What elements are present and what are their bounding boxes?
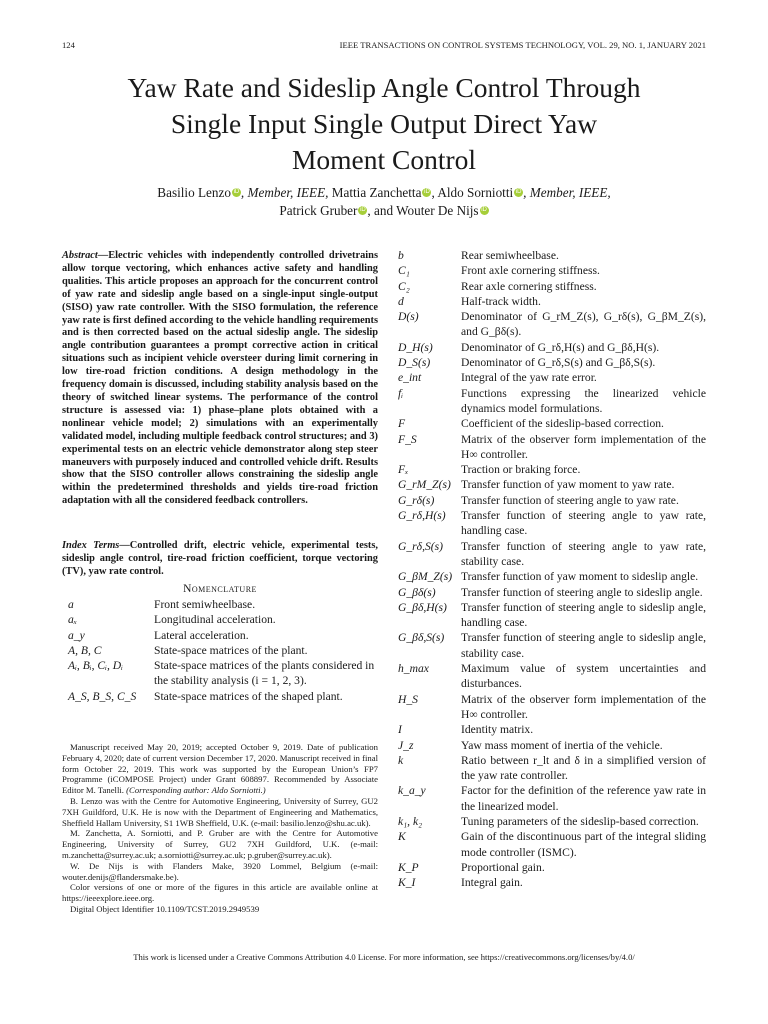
nomenclature-description: Lateral acceleration.	[154, 628, 249, 642]
nomenclature-row	[398, 294, 706, 309]
nomenclature-row	[68, 689, 378, 704]
footnote-color-versions: Color versions of one or more of the figures in this article are available online at https://ieeexplore.ieee.org.	[62, 882, 378, 904]
nomenclature-description: Longitudinal acceleration.	[154, 613, 276, 627]
nomenclature-row	[398, 783, 706, 814]
nomenclature-row	[398, 279, 706, 294]
nomenclature-description: Functions expressing the linearized vehicle dynamics model formulations.	[461, 386, 706, 415]
nomenclature-row	[398, 814, 706, 829]
nomenclature-row	[398, 309, 706, 340]
nomenclature-symbol: Fₓ	[398, 463, 409, 477]
nomenclature-description: Proportional gain.	[461, 860, 545, 874]
index-terms-text: Controlled drift, electric vehicle, experimental tests, sideslip angle control, tire-road friction coefficient, torque vectoring (TV), yaw rate control.	[62, 540, 378, 577]
nomenclature-symbol: G_rM_Z(s)	[398, 478, 451, 492]
nomenclature-row	[398, 248, 706, 263]
nomenclature-symbol: F_S	[398, 432, 417, 446]
nomenclature-symbol: C₂	[398, 279, 410, 293]
nomenclature-symbol: G_βδ,S(s)	[398, 631, 445, 645]
nomenclature-description: Traction or braking force.	[461, 463, 581, 477]
footnote-manuscript	[62, 742, 378, 796]
nomenclature-row	[68, 658, 378, 689]
nomenclature-description: Front semiwheelbase.	[154, 598, 256, 611]
nomenclature-symbol: fᵢ	[398, 386, 404, 400]
nomenclature-symbol: G_βδ(s)	[398, 585, 436, 599]
title-line-3: Moment Control	[291, 144, 477, 175]
nomenclature-description: Tuning parameters of the sideslip-based correction.	[461, 814, 699, 828]
nomenclature-row	[398, 860, 706, 875]
nomenclature-description: State-space matrices of the plants considered in the stability analysis (i = 1, 2, 3).	[154, 659, 375, 688]
nomenclature-row	[398, 355, 706, 370]
nomenclature-row	[398, 661, 706, 692]
nomenclature-row	[398, 630, 706, 661]
author-list	[40, 184, 728, 220]
author-separator: , and	[367, 203, 394, 218]
nomenclature-row	[398, 416, 706, 431]
nomenclature-description: Gain of the discontinuous part of the integral sliding mode controller (ISMC).	[461, 830, 706, 859]
nomenclature-row	[398, 539, 706, 570]
nomenclature-symbol: D_S(s)	[398, 356, 431, 370]
nomenclature-symbol: K_P	[398, 860, 419, 874]
nomenclature-description: Rear axle cornering stiffness.	[461, 279, 597, 293]
nomenclature-symbol: e_int	[398, 371, 422, 385]
index-terms	[62, 540, 378, 579]
nomenclature-description: Yaw mass moment of inertia of the vehicle.	[461, 738, 663, 752]
nomenclature-description: Transfer function of yaw moment to sideslip angle.	[461, 570, 699, 584]
nomenclature-symbol: A_S, B_S, C_S	[68, 689, 137, 703]
nomenclature-description: Matrix of the observer form implementation of the H∞ controller.	[461, 692, 706, 721]
nomenclature-description: State-space matrices of the plant.	[154, 643, 308, 657]
nomenclature-description: Denominator of G_rδ,S(s) and G_βδ,S(s).	[461, 356, 656, 370]
orcid-icon[interactable]: iD	[481, 207, 487, 213]
nomenclature-left-table	[68, 597, 378, 704]
nomenclature-description: Identity matrix.	[461, 723, 534, 737]
nomenclature-symbol: a_y	[68, 628, 85, 642]
nomenclature-symbol: k_a_y	[398, 784, 426, 798]
nomenclature-description: Transfer function of steering angle to sideslip angle.	[461, 585, 703, 599]
author-line-1	[40, 184, 728, 202]
nomenclature-description: Rear semiwheelbase.	[461, 249, 559, 262]
title-line-2: Single Input Single Output Direct Yaw	[170, 108, 598, 139]
nomenclature-heading: Nomenclature	[183, 583, 257, 595]
index-terms-label: Index Terms	[62, 540, 120, 551]
abstract-dash: —	[97, 250, 109, 261]
nomenclature-row	[398, 493, 706, 508]
nomenclature-row	[398, 692, 706, 723]
nomenclature-symbol: K_I	[398, 876, 416, 890]
author-affil-note: , Member, IEEE,	[240, 185, 329, 200]
nomenclature-row	[398, 263, 706, 278]
author-name: Aldo Sorniotti	[434, 185, 514, 200]
nomenclature-symbol: G_rδ,H(s)	[398, 509, 446, 523]
nomenclature-symbol: D_H(s)	[398, 340, 433, 354]
author-name: Mattia Zanchetta	[328, 185, 422, 200]
paper-title	[40, 70, 728, 178]
nomenclature-symbol: C₁	[398, 264, 410, 278]
nomenclature-symbol: aₓ	[68, 613, 78, 627]
nomenclature-description: Transfer function of steering angle to yaw rate, stability case.	[461, 539, 706, 568]
nomenclature-symbol: d	[398, 294, 404, 308]
nomenclature-description: Transfer function of steering angle to sideslip angle, stability case.	[461, 631, 706, 660]
nomenclature-description: Integral of the yaw rate error.	[461, 371, 597, 385]
nomenclature-symbol: D(s)	[398, 310, 419, 324]
author-line-2	[40, 202, 728, 220]
footnotes	[62, 742, 378, 915]
nomenclature-description: Transfer function of steering angle to yaw rate.	[461, 493, 679, 507]
nomenclature-symbol: F	[398, 417, 406, 431]
nomenclature-description: Maximum value of system uncertainties and disturbances.	[461, 662, 706, 691]
nomenclature-symbol: k	[398, 753, 404, 767]
nomenclature-description: Transfer function of steering angle to sideslip angle, handling case.	[461, 600, 706, 630]
nomenclature-row	[398, 829, 706, 860]
nomenclature-symbol: a	[68, 598, 74, 611]
journal-name: IEEE TRANSACTIONS ON CONTROL SYSTEMS TECHNOLOGY, VOL. 29, NO. 1, JANUARY 2021	[339, 40, 706, 50]
nomenclature-symbol: Aᵢ, Bᵢ, Cᵢ, Dᵢ	[68, 659, 123, 673]
nomenclature-symbol: h_max	[398, 662, 429, 676]
nomenclature-description: Denominator of G_rM_Z(s), G_rδ(s), G_βM_Z(s), and G_βδ(s).	[461, 310, 706, 339]
nomenclature-symbol: b	[398, 249, 404, 262]
nomenclature-row	[398, 738, 706, 753]
orcid-icon[interactable]: iD	[515, 189, 522, 195]
author-separator: ,	[431, 185, 435, 200]
nomenclature-symbol: k₁, k₂	[398, 814, 423, 828]
footnote-affiliation-lenzo: B. Lenzo was with the Centre for Automotive Engineering, University of Surrey, GU2 7XH Guildford, U.K. He is now with the Department of Engineering and Mathematics, Sheffield Hallam University, S1 1WB Sheffield, U.K. (e-mail: basilio.lenzo@shu.ac.uk).	[62, 795, 378, 828]
nomenclature-row	[398, 477, 706, 492]
nomenclature-row	[398, 722, 706, 737]
index-terms-dash: —	[119, 540, 130, 551]
nomenclature-row	[68, 628, 378, 643]
nomenclature-row	[398, 875, 706, 890]
nomenclature-row	[398, 753, 706, 784]
nomenclature-description: Front axle cornering stiffness.	[461, 264, 600, 278]
nomenclature-description: Ratio between r_lt and δ in a simplified version of the yaw rate controller.	[461, 753, 706, 783]
nomenclature-row	[398, 600, 706, 631]
footnote-text: Manuscript received May 20, 2019; accepted October 9, 2019. Date of publication February 4, 2020; date of current version December 17, 2020. Manuscript received in final form October 22, 2019. This work was supported by the European Union’s FP7 Programme (iCOMPOSE Project) under Grant 608897. Recommended by Associate Editor M. Tanelli.	[62, 742, 378, 796]
nomenclature-description: Transfer function of steering angle to yaw rate, handling case.	[461, 509, 706, 538]
nomenclature-symbol: G_rδ,S(s)	[398, 539, 443, 553]
nomenclature-description: State-space matrices of the shaped plant.	[154, 689, 343, 703]
author-name: Wouter De Nijs	[393, 203, 479, 218]
license-notice: This work is licensed under a Creative Commons Attribution 4.0 License. For more information, see https://creativecommons.org/licenses/by/4.0/	[133, 952, 635, 962]
nomenclature-description: Denominator of G_rδ,H(s) and G_βδ,H(s).	[461, 340, 660, 354]
running-header	[62, 40, 706, 52]
nomenclature-row	[398, 370, 706, 385]
nomenclature-row	[68, 612, 378, 627]
nomenclature-description: Integral gain.	[461, 876, 523, 890]
nomenclature-symbol: G_rδ(s)	[398, 493, 435, 507]
orcid-icon[interactable]: iD	[233, 189, 240, 195]
orcid-icon[interactable]: iD	[360, 207, 366, 213]
nomenclature-row	[398, 386, 706, 417]
nomenclature-description: Coefficient of the sideslip-based correction.	[461, 417, 664, 431]
nomenclature-symbol: H_S	[398, 692, 418, 706]
author-name: Basilio Lenzo	[157, 185, 231, 200]
nomenclature-row	[68, 597, 378, 612]
nomenclature-row	[68, 643, 378, 658]
nomenclature-symbol: A, B, C	[68, 643, 102, 657]
nomenclature-row	[398, 462, 706, 477]
footnote-affiliation-surrey: M. Zanchetta, A. Sorniotti, and P. Gruber are with the Centre for Automotive Engineering, University of Surrey, GU2 7XH Guildford, U.K. (e-mail: m.zanchetta@surrey.ac.uk; a.sorniotti@surrey.ac.uk; p.gruber@surrey.ac.uk).	[62, 828, 378, 860]
footnote-doi: Digital Object Identifier 10.1109/TCST.2019.2949539	[70, 903, 260, 914]
nomenclature-row	[398, 340, 706, 355]
corresponding-author-note: (Corresponding author: Aldo Sorniotti.)	[126, 785, 266, 796]
nomenclature-row	[398, 585, 706, 600]
nomenclature-symbol: J_z	[398, 738, 414, 752]
nomenclature-symbol: I	[398, 723, 402, 737]
abstract	[62, 250, 378, 508]
abstract-label: Abstract	[62, 250, 98, 261]
nomenclature-description: Half-track width.	[461, 294, 541, 308]
nomenclature-row	[398, 432, 706, 463]
author-affil-note: , Member, IEEE,	[523, 185, 611, 200]
nomenclature-right-table	[398, 248, 706, 890]
nomenclature-row	[398, 569, 706, 584]
title-line-1: Yaw Rate and Sideslip Angle Control Through	[127, 72, 641, 103]
nomenclature-description: Factor for the definition of the reference yaw rate in the linearized model.	[461, 784, 706, 813]
nomenclature-description: Transfer function of yaw moment to yaw rate.	[461, 478, 675, 492]
nomenclature-symbol: K	[398, 830, 406, 844]
nomenclature-row	[398, 508, 706, 539]
nomenclature-symbol: G_βM_Z(s)	[398, 570, 453, 584]
page-number: 124	[62, 40, 75, 50]
nomenclature-symbol: G_βδ,H(s)	[398, 600, 447, 614]
orcid-icon[interactable]: iD	[424, 189, 430, 195]
abstract-text: Electric vehicles with independently controlled drivetrains allow torque vectoring, which enhances active safety and handling qualities. This article proposes an approach for the concurrent control of yaw rate and sideslip angle based on a single-input single-output (SISO) yaw rate controller. With the SISO formulation, the reference yaw rate is first defined according to the vehicle handling requirements and is then corrected based on the actual sideslip angle. The sideslip angle contribution guarantees a prompt corrective action in critical situations such as incipient vehicle oversteer during limit cornering in low tire-road friction conditions. A design methodology in the frequency domain is discussed, including stability analysis based on the theory of switched linear systems. The performance of the control structure is assessed via: 1) phase–plane plots obtained with a nonlinear vehicle model; 2) simulations with an experimentally validated model, including multiple feedback control structures; and 3) experimental tests on an electric vehicle demonstrator along step steer maneuvers with purposely induced and controlled vehicle drift. Results show that the SISO controller allows constraining the sideslip angle within the predetermined thresholds and yields tire-road friction adaptation with all the considered feedback controllers.	[62, 250, 378, 507]
footnote-affiliation-denijs: W. De Nijs is with Flanders Make, 3920 Lommel, Belgium (e-mail: wouter.denijs@flandersmake.be).	[62, 860, 378, 882]
nomenclature-description: Matrix of the observer form implementation of the H∞ controller.	[461, 432, 706, 461]
author-name: Patrick Gruber	[279, 203, 358, 218]
